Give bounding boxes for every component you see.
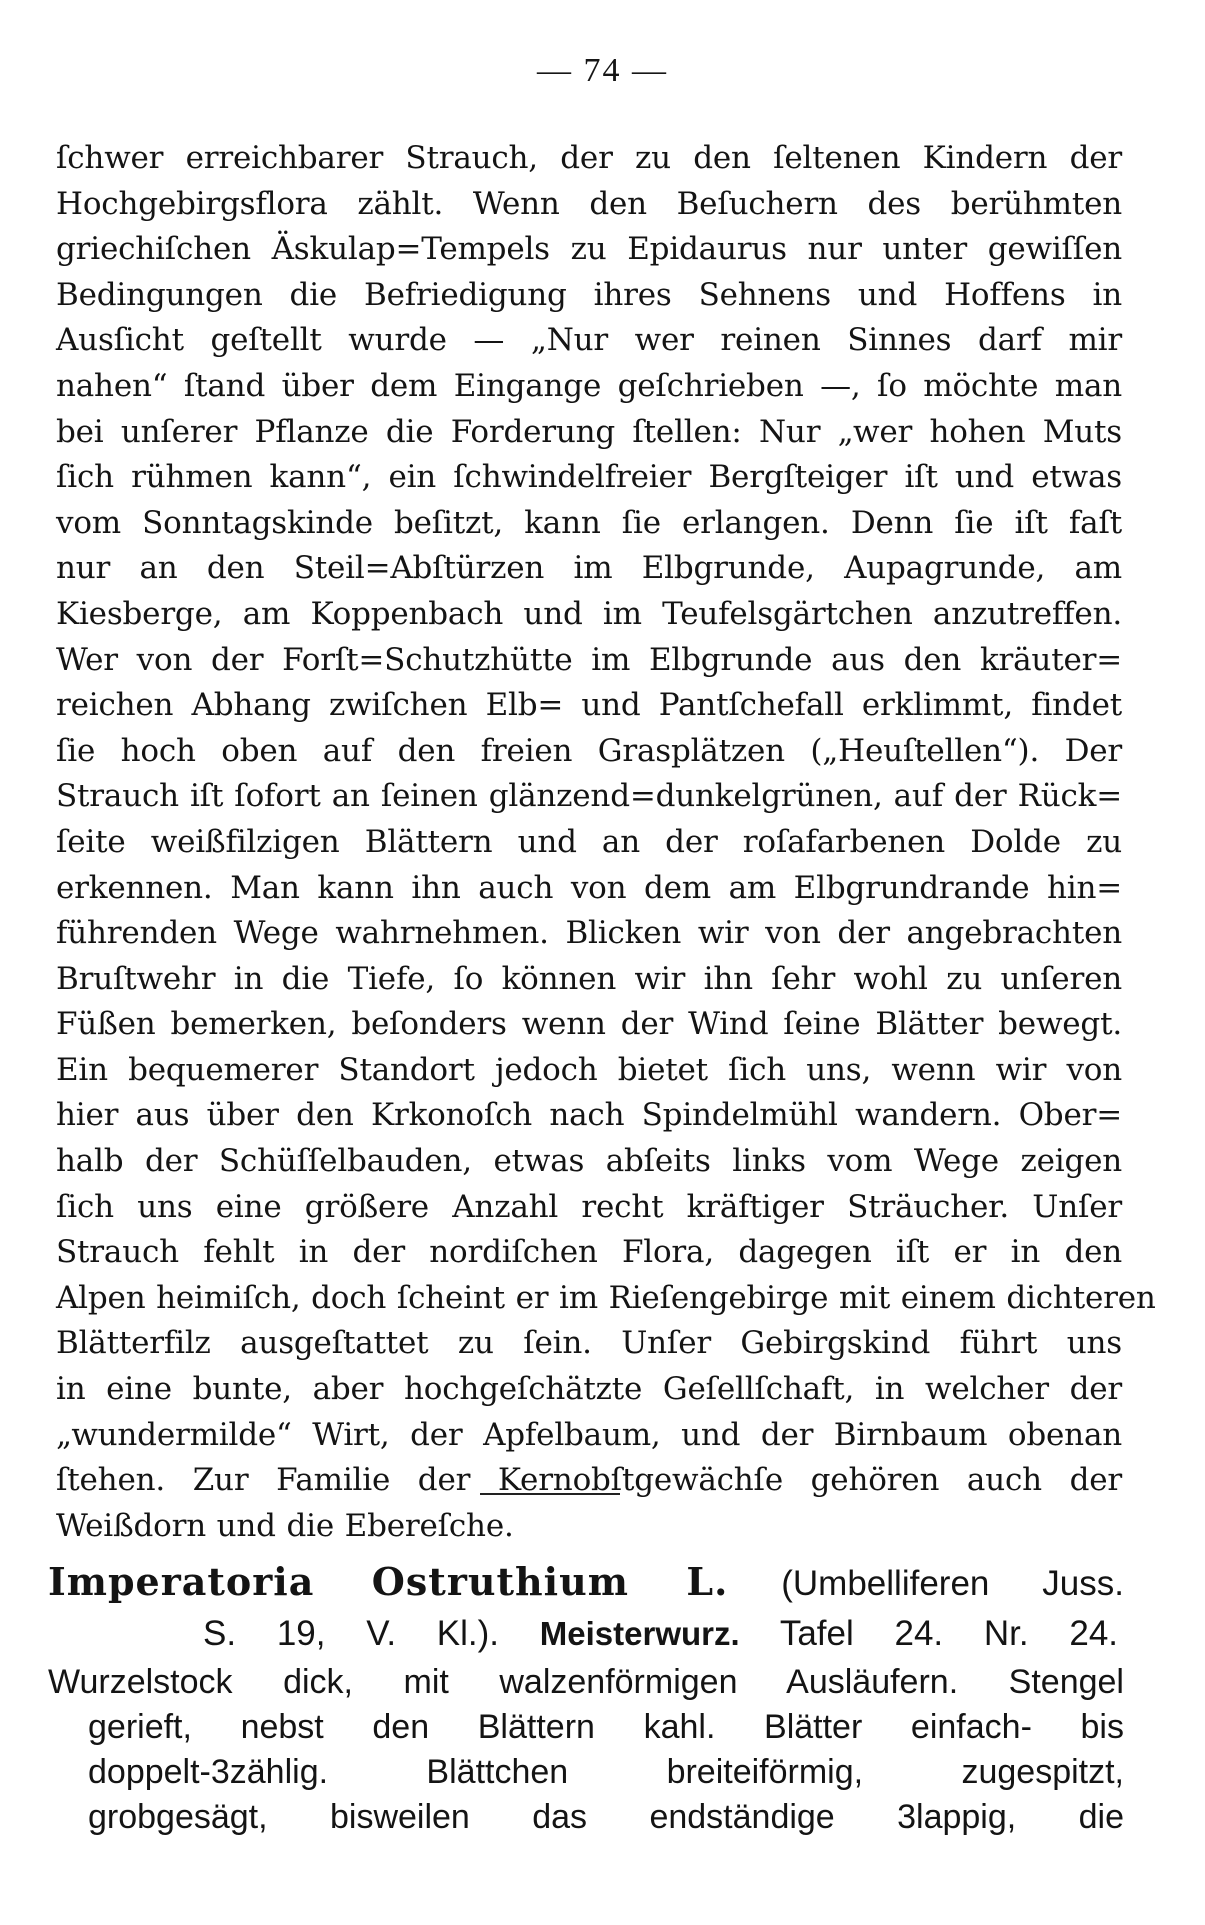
text-line: Wer von der Forſt=Schutzhütte im Elbgrunde aus den kräuter= [56,641,1122,678]
text-line: Bruſtwehr in die Tiefe, ſo können wir ihn ſehr wohl zu unſeren [56,960,1122,997]
text-line: hier aus über den Krkonoſch nach Spindelmühl wandern. Ober= [56,1097,1122,1134]
family-reference: (Umbelliferen Juss. [781,1564,1124,1603]
text-line: ſich uns eine größere Anzahl recht kräftiger Sträucher. Unſer [56,1188,1122,1225]
text-line: Ein bequemerer Standort jedoch bietet ſich uns, wenn wir von [56,1051,1122,1088]
text-line: Bedingungen die Befriedigung ihres Sehnens und Hoffens in [56,276,1122,313]
text-line: „wundermilde“ Wirt, der Apfelbaum, und der Birnbaum obenan [56,1416,1122,1453]
text-line: Strauch iſt ſofort an ſeinen glänzend=dunkelgrünen, auf der Rück= [56,778,1122,815]
page-number: — 74 — [537,52,668,89]
text-line: erkennen. Man kann ihn auch von dem am Elbgrundrande hin= [56,869,1122,906]
text-line: halb der Schüſſelbauden, etwas abſeits links vom Wege zeigen [56,1143,1122,1180]
text-line: nahen“ ſtand über dem Eingange geſchrieben —, ſo möchte man [56,367,1122,404]
text-line: Kiesberge, am Koppenbach und im Teufelsgärtchen anzutreffen. [56,595,1122,632]
section-divider [480,1493,620,1495]
text-line: Füßen bemerken, beſonders wenn der Wind ſeine Blätter bewegt. [56,1006,1122,1043]
text-line: Blätterfilz ausgeſtattet zu ſein. Unſer Gebirgskind führt uns [56,1325,1122,1362]
description-line: grobgesägt, bisweilen das endständige 3lappig, die [88,1798,1124,1836]
species-name: Imperatoria Ostruthium L. [48,1559,729,1604]
text-line: in eine bunte, aber hochgeſchätzte Geſellſchaft, in welcher der [56,1371,1122,1408]
text-line: ſeite weißfilzigen Blättern und an der roſafarbenen Dolde zu [56,823,1122,860]
text-line: reichen Abhang zwiſchen Elb= und Pantſchefall erklimmt, findet [56,687,1122,724]
text-line: vom Sonntagskinde beſitzt, kann ſie erlangen. Denn ſie iſt faſt [56,504,1122,541]
text-line: Alpen heimiſch, doch ſcheint er im Rieſengebirge mit einem dichteren [56,1279,1156,1316]
fraktur-paragraph [56,136,1156,1549]
text-line: griechiſchen Äskulap=Tempels zu Epidaurus nur unter gewiſſen [56,231,1122,268]
common-name: Meisterwurz. [539,1615,740,1652]
classification-reference: S. 19, V. Kl.). [203,1614,500,1653]
entry-heading-line [48,1608,1124,1660]
text-line: nur an den Steil=Abſtürzen im Elbgrunde, Aupagrunde, am [56,550,1122,587]
text-line: Strauch fehlt in der nordiſchen Flora, dagegen iſt er in den [56,1234,1122,1271]
text-line: Ausſicht geſtellt wurde — „Nur wer reinen Sinnes darf mir [56,322,1122,359]
text-line: ſich rühmen kann“, ein ſchwindelfreier Bergſteiger iſt und etwas [56,459,1122,496]
text-line: ſchwer erreichbarer Strauch, der zu den ſeltenen Kindern der [56,140,1122,176]
description-line: gerieft, nebst den Blättern kahl. Blätter einfach- bis [88,1708,1124,1746]
text-line: ſie hoch oben auf den freien Grasplätzen („Heuſtellen“). Der [56,732,1122,769]
description-line: doppelt-3zählig. Blättchen breiteiförmig, zugespitzt, [88,1753,1124,1791]
text-line: ſtehen. Zur Familie der Kernobſtgewächſe gehören auch der [56,1462,1122,1499]
species-entry [48,1556,1124,1840]
text-line: führenden Wege wahrnehmen. Blicken wir von der angebrachten [56,915,1122,952]
text-line: Hochgebirgsflora zählt. Wenn den Beſuchern des berühmten [56,185,1122,222]
text-line: bei unſerer Pflanze die Forderung ſtellen: Nur „wer hohen Muts [56,413,1122,450]
description-line: Wurzelstock dick, mit walzenförmigen Ausläufern. Stengel [48,1663,1124,1701]
text-line: Weißdorn und die Ebereſche. [56,1507,514,1544]
entry-heading-line [48,1556,1124,1608]
plate-reference: Tafel 24. Nr. 24. [779,1614,1119,1653]
